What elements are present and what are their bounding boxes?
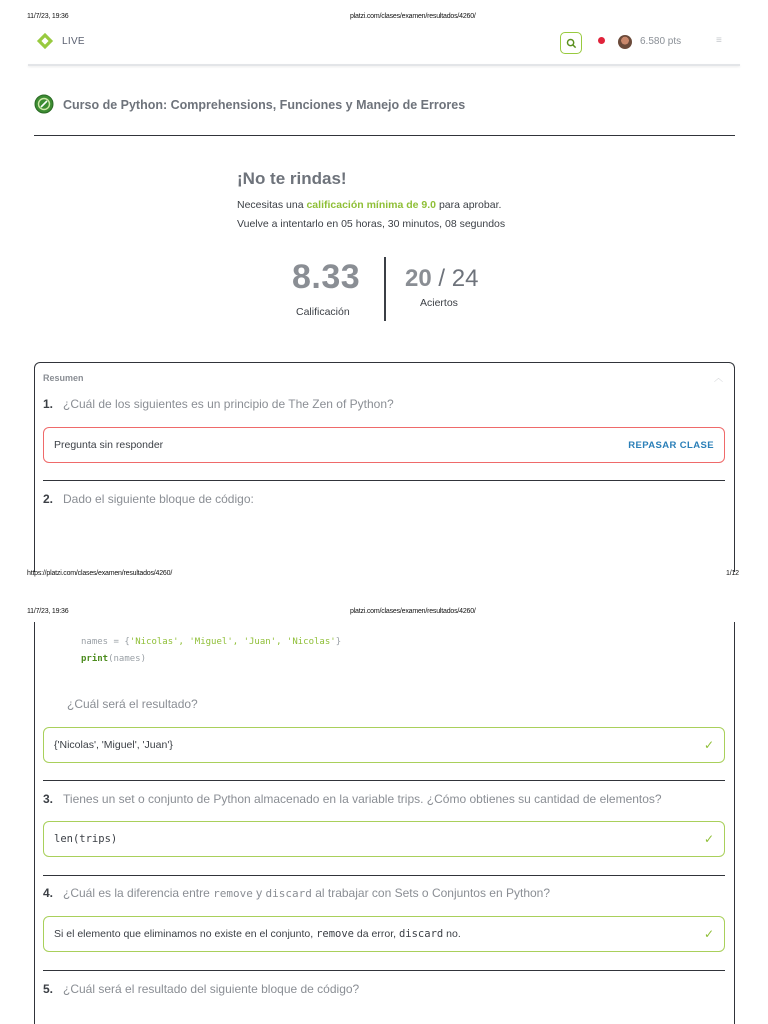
print-date: 11/7/23, 19:36 (27, 13, 69, 20)
result-heading: ¡No te rindas! (237, 169, 347, 188)
code-line-2: print(names) (81, 654, 147, 664)
search-button[interactable] (560, 32, 582, 54)
answer-4 (43, 916, 725, 952)
score-label: Calificación (296, 306, 350, 318)
nav-divider (28, 64, 740, 66)
score-value: 8.33 (292, 258, 361, 296)
question-divider (43, 780, 725, 781)
live-link[interactable]: LIVE (62, 36, 85, 47)
collapse-icon[interactable]: ︿ (714, 373, 724, 383)
answer-3 (43, 821, 725, 857)
summary-panel (34, 362, 735, 572)
hits-value: 20 / 24 (405, 265, 479, 292)
question-1: 1. ¿Cuál de los siguientes es un principio de The Zen of Python? (43, 397, 394, 411)
course-title[interactable]: Curso de Python: Comprehensions, Funciones y Manejo de Errores (63, 98, 466, 112)
points-counter: 6.580 pts (640, 36, 682, 47)
hits-label: Aciertos (420, 297, 458, 309)
review-class-button[interactable]: REPASAR CLASE (628, 439, 714, 451)
menu-icon[interactable]: ≡ (716, 35, 722, 46)
print-page-number: 1/12 (726, 570, 739, 577)
question-divider (43, 875, 725, 876)
question-5: 5. ¿Cuál será el resultado del siguiente bloque de código? (43, 982, 360, 996)
platzi-logo-icon[interactable] (36, 32, 54, 50)
course-badge-icon (34, 94, 54, 114)
check-icon: ✓ (703, 738, 714, 752)
code-line-1: names = {'Nicolas', 'Miguel', 'Juan', 'Nicolas'} (81, 637, 342, 647)
question-4: 4. ¿Cuál es la diferencia entre remove y discard al trabajar con Sets o Conjuntos en Python? (43, 886, 551, 900)
question-2: 2. Dado el siguiente bloque de código: (43, 492, 254, 506)
avatar[interactable] (618, 35, 632, 49)
notification-dot-icon[interactable] (598, 37, 605, 44)
score-divider (384, 257, 386, 321)
print-url: platzi.com/clases/examen/resultados/4260/ (350, 13, 476, 20)
answer-2 (43, 727, 725, 763)
question-divider (43, 970, 725, 971)
answer-3-text: len(trips) (54, 833, 118, 845)
answer-2-text: {'Nicolas', 'Miguel', 'Juan'} (54, 739, 173, 751)
answer-1-text: Pregunta sin responder (54, 439, 164, 451)
answer-4-text: Si el elemento que eliminamos no existe en el conjunto, remove da error, discard no. (54, 928, 461, 940)
divider (34, 135, 735, 136)
check-icon: ✓ (703, 927, 714, 941)
min-grade-text: Necesitas una calificación mínima de 9.0 para aprobar. (237, 199, 502, 211)
question-divider (43, 480, 725, 481)
question-2-subtext: ¿Cuál será el resultado? (67, 697, 198, 711)
print-url-2: platzi.com/clases/examen/resultados/4260/ (350, 608, 476, 615)
print-date-2: 11/7/23, 19:36 (27, 608, 69, 615)
answer-1 (43, 427, 725, 463)
summary-label: Resumen (43, 373, 84, 383)
check-icon: ✓ (703, 832, 714, 846)
retry-countdown: Vuelve a intentarlo en 05 horas, 30 minutos, 08 segundos (237, 218, 506, 230)
question-3: 3. Tienes un set o conjunto de Python almacenado en la variable trips. ¿Cómo obtienes su cantidad de elementos? (43, 792, 662, 806)
search-icon (566, 38, 577, 49)
print-footer-url: https://platzi.com/clases/examen/resultados/4260/ (27, 570, 173, 577)
